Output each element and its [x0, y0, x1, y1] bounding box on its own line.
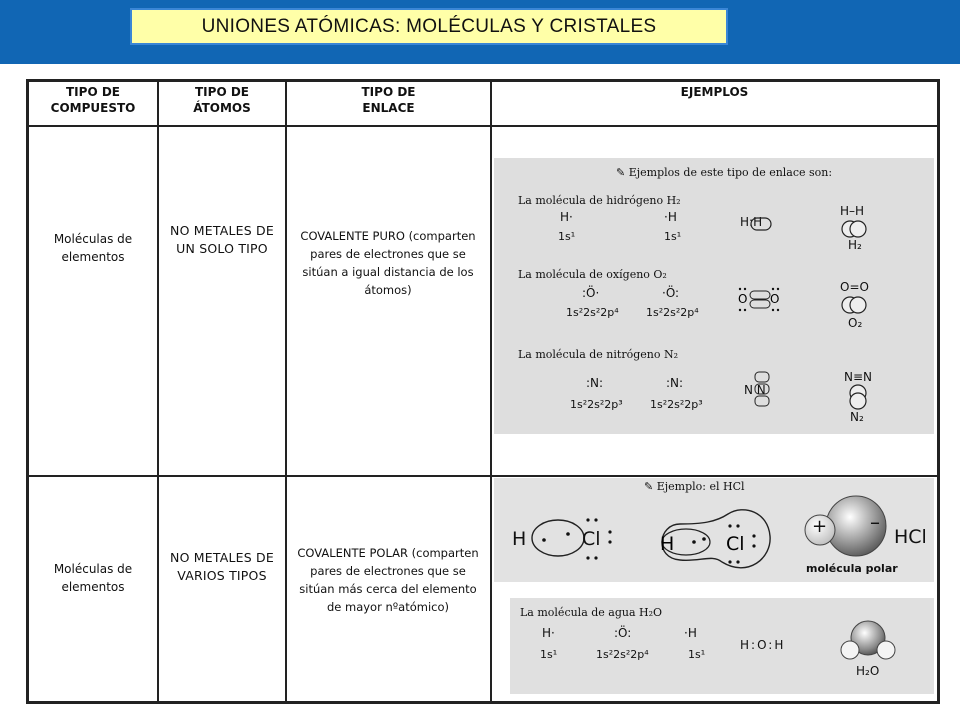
- h2-atom-left: H·: [560, 210, 573, 224]
- cell-line: NO METALES DE: [170, 550, 274, 565]
- header-divider: [29, 125, 937, 127]
- svg-text:Cl: Cl: [726, 533, 745, 555]
- header-line: TIPO DE: [195, 85, 249, 99]
- cell-line: de mayor nºatómico): [326, 600, 450, 614]
- header-line: COMPUESTO: [50, 101, 136, 115]
- h2-formula: H₂: [848, 238, 862, 252]
- cell-line: Moléculas de: [53, 232, 133, 246]
- header-tipo-enlace: [287, 84, 490, 116]
- o2-atom-right: ·Ö:: [662, 286, 680, 300]
- h2-config-left: 1s¹: [558, 230, 576, 243]
- header-tipo-atomos: [159, 84, 285, 116]
- cell-line: Moléculas de: [53, 562, 133, 576]
- cell-line: NO METALES DE: [170, 223, 274, 238]
- n2-atom-left: :N:: [586, 376, 604, 390]
- row1-compuesto: [33, 230, 153, 266]
- header-line: ENLACE: [362, 101, 415, 115]
- row2-atomos: [161, 549, 283, 585]
- n2-structural: N≡N: [844, 370, 873, 384]
- n2-caption: La molécula de nitrógeno N₂: [518, 348, 678, 361]
- o2-lewis-diagram-icon: [736, 286, 784, 312]
- water-caption: La molécula de agua H₂O: [520, 606, 663, 619]
- page-title: UNIONES ATÓMICAS: MOLÉCULAS Y CRISTALES: [130, 8, 728, 45]
- n2-formula: N₂: [850, 410, 864, 424]
- examples-panel-water: [510, 598, 934, 694]
- water-config-h2: 1s¹: [688, 648, 706, 661]
- examples-panel-hcl: [494, 478, 934, 582]
- hcl-cl-label: Cl: [582, 528, 601, 550]
- header-line: TIPO DE: [66, 85, 120, 99]
- cell-line: pares de electrones que se: [310, 564, 466, 578]
- cell-line: COVALENTE PURO (comparten: [300, 229, 476, 243]
- n2-config-right: 1s²2s²2p³: [650, 398, 703, 411]
- column-divider: [490, 82, 492, 701]
- shared-pair-icon: [750, 217, 772, 231]
- panel-heading: ✎ Ejemplos de este tipo de enlace son:: [616, 166, 833, 179]
- panel-heading: ✎ Ejemplo: el HCl: [644, 480, 745, 493]
- polar-molecule-caption: molécula polar: [806, 562, 898, 575]
- water-config-h1: 1s¹: [540, 648, 558, 661]
- header-line: TIPO DE: [361, 85, 416, 99]
- cell-line: UN SOLO TIPO: [176, 241, 268, 256]
- o2-formula: O₂: [848, 316, 863, 330]
- water-molecule-icon: [840, 616, 896, 662]
- o2-caption: La molécula de oxígeno O₂: [518, 268, 667, 281]
- cell-line: átomos): [364, 283, 412, 297]
- cell-line: sitúan más cerca del elemento: [299, 582, 477, 596]
- water-formula: H₂O: [856, 664, 880, 678]
- row1-atomos: [161, 222, 283, 258]
- hcl-label: HCl: [894, 526, 927, 548]
- hcl-separate-atoms-icon: [530, 514, 620, 564]
- cell-line: elementos: [61, 250, 125, 264]
- partial-negative-sign: –: [870, 510, 880, 534]
- examples-panel-covalent-pure: [494, 158, 934, 434]
- cell-line: COVALENTE POLAR (comparten: [297, 546, 479, 560]
- o2-config-left: 1s²2s²2p⁴: [566, 306, 619, 319]
- svg-text:O: O: [738, 292, 748, 306]
- h2-structural: H–H: [840, 204, 865, 218]
- row2-compuesto: [33, 560, 153, 596]
- cell-line: pares de electrones que se: [310, 247, 466, 261]
- h2-config-right: 1s¹: [664, 230, 682, 243]
- h2-caption: La molécula de hidrógeno H₂: [518, 194, 681, 207]
- water-config-o: 1s²2s²2p⁴: [596, 648, 649, 661]
- header-line: ÁTOMOS: [193, 101, 251, 115]
- header-ejemplos: [492, 84, 937, 100]
- row1-enlace: [288, 227, 488, 299]
- cell-line: sitúan a igual distancia de los: [302, 265, 474, 279]
- svg-text:O: O: [770, 292, 780, 306]
- orbital-overlap-icon: [840, 296, 870, 314]
- column-divider: [157, 82, 159, 701]
- cell-line: VARIOS TIPOS: [177, 568, 267, 583]
- o2-atom-left: :Ö·: [582, 286, 600, 300]
- h2-lewis-structure: H:H: [740, 215, 763, 229]
- o2-config-right: 1s²2s²2p⁴: [646, 306, 699, 319]
- row-divider: [29, 475, 937, 477]
- n2-atom-right: :N:: [666, 376, 684, 390]
- h2-atom-right: ·H: [664, 210, 677, 224]
- orbital-overlap-icon: [840, 220, 870, 238]
- water-atom-h1: H·: [542, 626, 555, 640]
- n2-lewis-structure: N N: [744, 383, 766, 397]
- header-tipo-compuesto: [29, 84, 157, 116]
- triple-bond-icon: [754, 370, 770, 410]
- partial-positive-sign: +: [812, 516, 828, 537]
- water-atom-o: :Ö:: [614, 626, 632, 640]
- o2-structural: O=O: [840, 280, 869, 294]
- header-line: EJEMPLOS: [680, 85, 749, 99]
- column-divider: [285, 82, 287, 701]
- water-lewis-structure: H:O:H: [740, 638, 786, 652]
- water-atom-h2: ·H: [684, 626, 697, 640]
- cell-line: elementos: [61, 580, 125, 594]
- hcl-electron-cloud-icon: [650, 502, 774, 574]
- n2-config-left: 1s²2s²2p³: [570, 398, 623, 411]
- hcl-h-label: H: [512, 528, 527, 550]
- svg-text:H: H: [660, 533, 675, 555]
- row2-enlace: [288, 544, 488, 616]
